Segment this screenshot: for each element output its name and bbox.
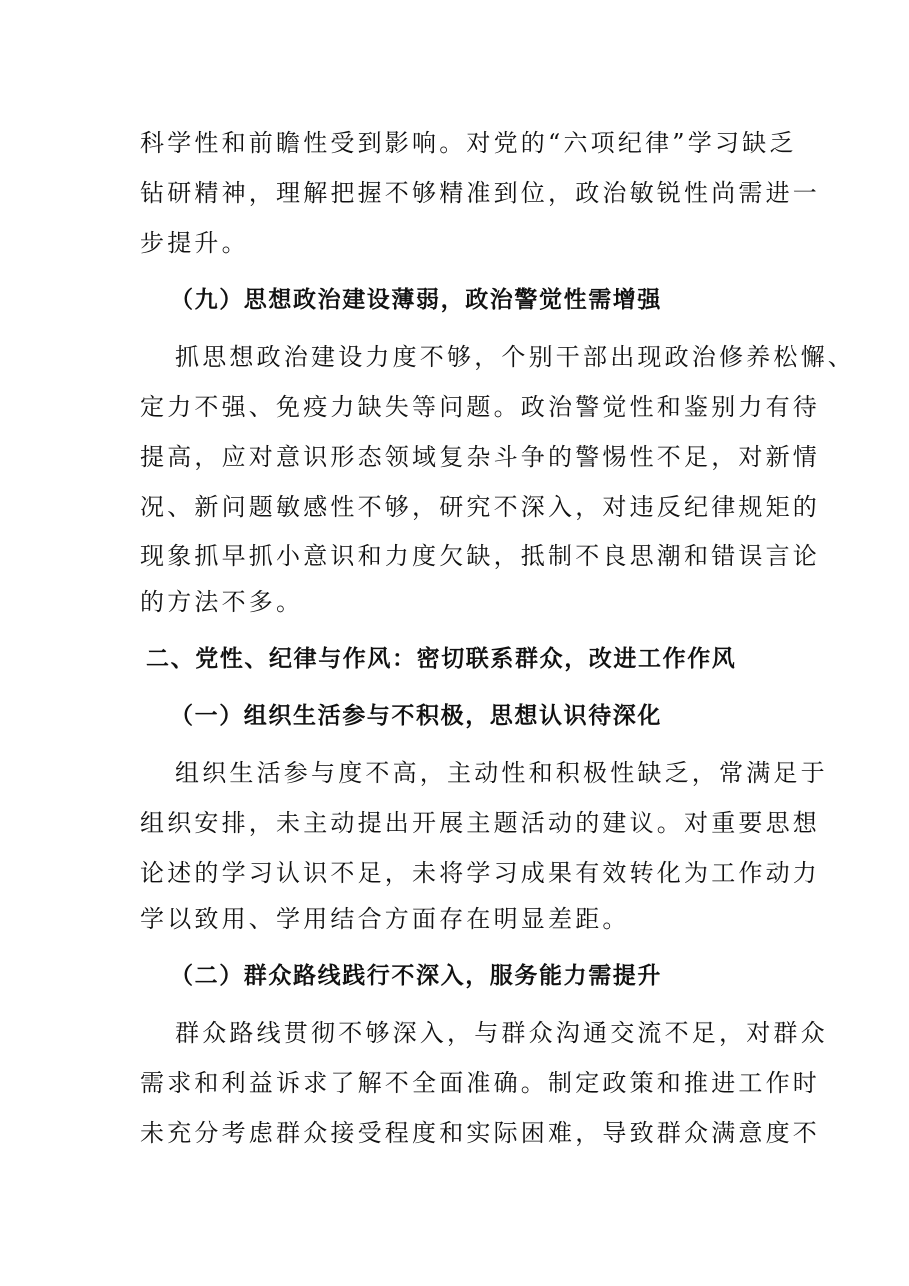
paragraph-line: 需求和利益诉求了解不全面准确。制定政策和推进工作时 [140, 1069, 820, 1097]
paragraph-line: 群众路线贯彻不够深入，与群众沟通交流不足，对群众 [175, 1019, 828, 1047]
paragraph-line: 组织生活参与度不高，主动性和积极性缺乏，常满足于 [175, 759, 828, 787]
paragraph-line: 况、新问题敏感性不够，研究不深入，对违反纪律规矩的 [140, 493, 820, 521]
section-heading-1: （一）组织生活参与不积极，思想认识待深化 [170, 703, 662, 729]
paragraph-line: 学以致用、学用结合方面存在明显差距。 [140, 905, 630, 933]
paragraph-line: 未充分考虑群众接受程度和实际困难，导致群众满意度不 [140, 1119, 820, 1147]
paragraph-line: 科学性和前瞻性受到影响。对党的“六项纪律”学习缺乏 [140, 129, 797, 157]
section-heading-2: （二）群众路线践行不深入，服务能力需提升 [170, 963, 662, 989]
paragraph-line: 的方法不多。 [140, 588, 304, 616]
paragraph-line: 提高，应对意识形态领域复杂斗争的警惕性不足，对新情 [140, 443, 820, 471]
paragraph-line: 论述的学习认识不足，未将学习成果有效转化为工作动力 [140, 859, 820, 887]
paragraph-line: 抓思想政治建设力度不够，个别干部出现政治修养松懈、 [175, 343, 855, 371]
paragraph-line: 现象抓早抓小意识和力度欠缺，抵制不良思潮和错误言论 [140, 542, 820, 570]
paragraph-line: 定力不强、免疫力缺失等问题。政治警觉性和鉴别力有待 [140, 393, 820, 421]
paragraph-line: 组织安排，未主动提出开展主题活动的建议。对重要思想 [140, 809, 820, 837]
chapter-heading-2: 二、党性、纪律与作风：密切联系群众，改进工作作风 [146, 646, 737, 672]
paragraph-line: 步提升。 [140, 229, 249, 257]
paragraph-line: 钻研精神，理解把握不够精准到位，政治敏锐性尚需进一 [140, 179, 820, 207]
section-heading-9: （九）思想政治建设薄弱，政治警觉性需增强 [170, 287, 662, 313]
